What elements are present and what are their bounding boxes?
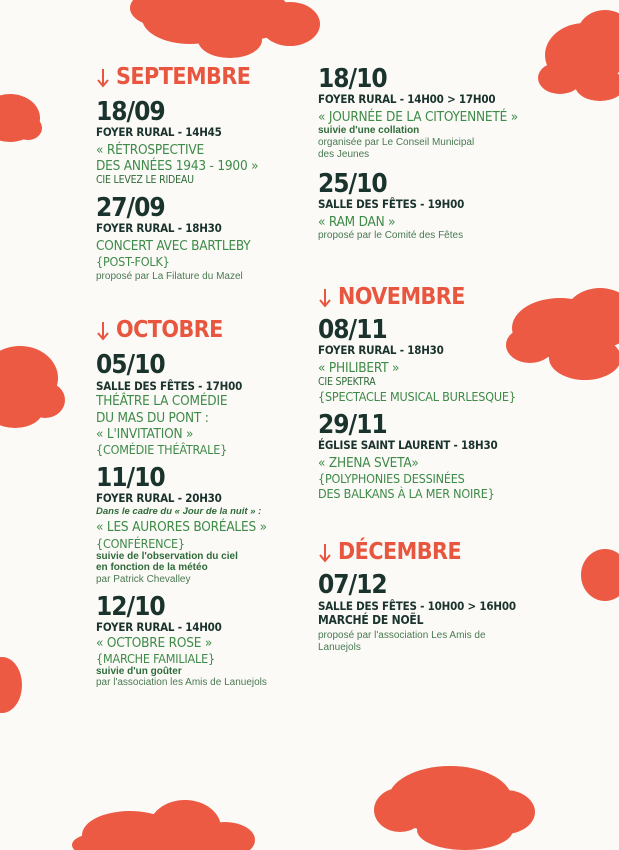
event-organizer: par Patrick Chevalley <box>96 573 191 585</box>
event-11-10 <box>96 465 306 586</box>
cloud-left-middle <box>0 346 65 428</box>
event-genre-tag: {COMÉDIE THÉÂTRALE} <box>96 442 228 457</box>
month-heading-december: DÉCEMBRE <box>318 541 558 564</box>
event-date: 11/10 <box>96 463 165 493</box>
event-title: CONCERT AVEC BARTLEBY <box>96 238 251 255</box>
event-venue: FOYER RURAL - 18H30 <box>96 221 222 236</box>
cloud-right-lower <box>581 549 619 601</box>
event-title: « LES AURORES BORÉALES » <box>96 519 267 536</box>
event-organizer: proposé par La Filature du Mazel <box>96 271 243 283</box>
event-05-10 <box>96 352 306 457</box>
event-title: « JOURNÉE DE LA CITOYENNETÉ » <box>318 109 518 126</box>
month-heading-september: SEPTEMBRE <box>96 66 306 89</box>
cloud-bottom-left <box>72 800 255 850</box>
event-18-10 <box>318 66 558 161</box>
event-venue: FOYER RURAL - 18H30 <box>318 343 444 358</box>
event-context: Dans le cadre du « Jour de la nuit » : <box>96 506 262 518</box>
event-12-10 <box>96 591 306 690</box>
event-date: 05/10 <box>96 350 165 381</box>
event-followup: suivie d'une collation <box>318 125 420 137</box>
event-29-11 <box>318 409 558 502</box>
event-08-11 <box>318 317 558 404</box>
event-date: 07/12 <box>318 570 387 601</box>
event-organizer: proposé par le Comité des Fêtes <box>318 230 464 242</box>
down-arrow-icon <box>318 288 332 308</box>
event-25-10 <box>318 168 558 242</box>
event-date: 12/10 <box>96 591 165 622</box>
event-venue: SALLE DES FÊTES - 17H00 <box>96 378 243 393</box>
event-venue: FOYER RURAL - 20H30 <box>96 491 222 506</box>
event-genre-tag: {MARCHE FAMILIALE} <box>96 650 215 666</box>
event-followup: suivie d'un goûter <box>96 665 182 677</box>
cloud-left-lower <box>0 657 22 713</box>
event-18-09 <box>96 99 306 187</box>
event-followup: suivie de l'observation du ciel en fonction de la météo <box>96 550 238 574</box>
event-organizer: proposé par l'association Les Amis de Lanuejols <box>318 629 486 653</box>
event-venue: FOYER RURAL - 14H00 > 17H00 <box>318 92 496 107</box>
event-venue: SALLE DES FÊTES - 19H00 <box>318 197 465 212</box>
cloud-top-center <box>130 0 320 58</box>
event-venue: FOYER RURAL - 14H00 <box>96 619 222 634</box>
event-date: 18/10 <box>318 64 387 94</box>
event-title: « ZHENA SVETA» <box>318 455 419 472</box>
event-genre-tag: {CONFÉRENCE} <box>96 535 185 551</box>
event-genre-tag: {POST-FOLK} <box>96 254 170 270</box>
right-column <box>318 66 558 654</box>
down-arrow-icon <box>318 543 332 563</box>
month-heading-november: NOVEMBRE <box>318 286 558 309</box>
event-title: « OCTOBRE ROSE » <box>96 634 213 651</box>
cloud-left-upper <box>0 94 42 142</box>
event-title: « RÉTROSPECTIVE DES ANNÉES 1943 - 1900 » <box>96 142 259 175</box>
event-venue: ÉGLISE SAINT LAURENT - 18H30 <box>318 438 498 453</box>
event-venue: FOYER RURAL - 14H45 <box>96 125 222 140</box>
event-07-12 <box>318 572 558 653</box>
event-27-09 <box>96 195 306 283</box>
down-arrow-icon <box>96 68 110 88</box>
event-organizer: par l'association les Amis de Lanuejols <box>96 677 267 689</box>
event-company: CIE SPEKTRA <box>318 376 376 389</box>
down-arrow-icon <box>96 321 110 341</box>
event-date: 08/11 <box>318 315 387 346</box>
event-date: 29/11 <box>318 409 387 440</box>
month-heading-october: OCTOBRE <box>96 319 306 342</box>
event-genre-tag: {POLYPHONIES DESSINÉES DES BALKANS À LA MER NOIRE} <box>318 471 495 502</box>
event-organizer: organisée par Le Conseil Municipal des Jeunes <box>318 136 475 160</box>
event-date: 25/10 <box>318 168 387 199</box>
event-date: 27/09 <box>96 193 165 224</box>
event-title: MARCHÉ DE NOËL <box>318 613 424 628</box>
event-title: « PHILIBERT » <box>318 360 400 377</box>
cloud-bottom-right <box>374 766 535 850</box>
event-title: « RAM DAN » <box>318 213 396 230</box>
event-genre-tag: {SPECTACLE MUSICAL BURLESQUE} <box>318 388 516 404</box>
event-title: THÉÂTRE LA COMÉDIE DU MAS DU PONT : « L'INVITATION » <box>96 393 228 442</box>
event-company: CIE LEVEZ LE RIDEAU <box>96 174 194 187</box>
event-date: 18/09 <box>96 97 165 127</box>
event-venue: SALLE DES FÊTES - 10H00 > 16H00 <box>318 598 516 613</box>
left-column <box>96 66 306 689</box>
